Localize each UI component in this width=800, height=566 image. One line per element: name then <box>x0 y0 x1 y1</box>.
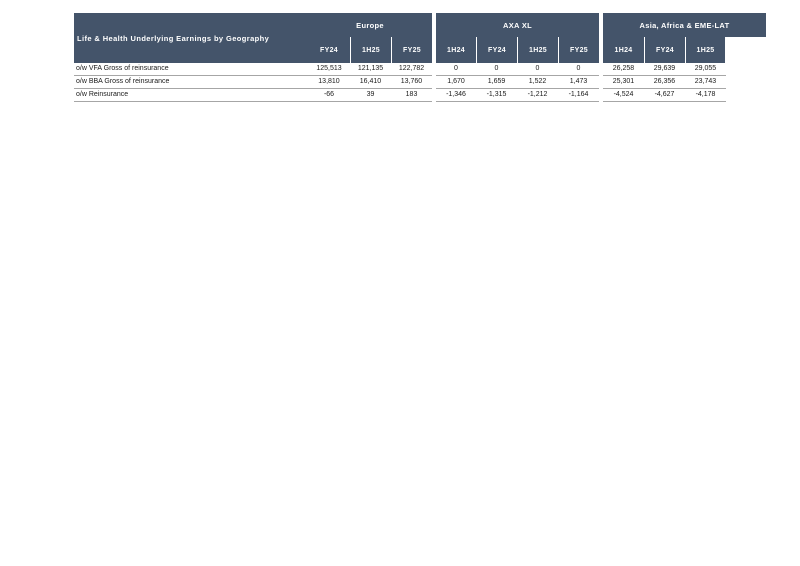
col-header-asia-1h25: 1H25 <box>685 37 726 63</box>
table-cell: 1,670 <box>447 78 465 85</box>
table-cell: 125,513 <box>316 65 342 72</box>
table-cell: -4,524 <box>613 91 634 98</box>
table-cell: 23,743 <box>694 78 717 85</box>
table-cell: 13,810 <box>318 78 340 85</box>
row-divider <box>603 101 726 102</box>
table-cell: 25,301 <box>612 78 635 85</box>
table-cell: -1,346 <box>446 91 466 98</box>
col-header-europe-1h25: 1H25 <box>350 37 391 63</box>
table-cell: -4,178 <box>695 91 716 98</box>
col-header-axaxl-1h24: 1H24 <box>436 37 476 63</box>
table-cell: 1,473 <box>569 78 588 85</box>
table-cell: 1,522 <box>528 78 547 85</box>
col-header-axaxl-fy25: FY25 <box>558 37 599 63</box>
table-cell: 121,135 <box>357 65 384 72</box>
group-header-europe: Europe <box>308 13 432 37</box>
col-header-axaxl-1h25: 1H25 <box>517 37 558 63</box>
table-cell: -66 <box>323 91 335 98</box>
table-cell: 26,356 <box>653 78 676 85</box>
table-cell: 13,760 <box>400 78 423 85</box>
row-label: o/w BBA Gross of reinsurance <box>76 78 170 85</box>
table-cell: -1,164 <box>568 91 589 98</box>
col-header-asia-fy24: FY24 <box>644 37 685 63</box>
table-cell: 122,782 <box>398 65 425 72</box>
table-cell: 0 <box>535 65 540 72</box>
table-cell: 0 <box>576 65 581 72</box>
table-cell: 29,639 <box>653 65 676 72</box>
table-cell: 29,055 <box>694 65 717 72</box>
table-cell: 39 <box>366 91 375 98</box>
table-title: Life & Health Underlying Earnings by Geography <box>74 13 308 63</box>
row-divider <box>74 101 432 102</box>
group-header-asia-africa: Asia, Africa & EME-LAT <box>603 13 766 37</box>
table-cell: -1,212 <box>527 91 548 98</box>
table-cell: 0 <box>494 65 499 72</box>
table-cell: 183 <box>405 91 418 98</box>
table-cell: 1,659 <box>487 78 506 85</box>
row-label: o/w VFA Gross of reinsurance <box>76 65 169 72</box>
group-header-axa-xl: AXA XL <box>436 13 599 37</box>
table-cell: 0 <box>454 65 458 72</box>
table-cell: 26,258 <box>612 65 635 72</box>
col-header-asia-1h24: 1H24 <box>603 37 644 63</box>
row-divider <box>436 101 599 102</box>
row-label: o/w Reinsurance <box>76 91 129 98</box>
table-cell: -4,627 <box>654 91 675 98</box>
col-header-axaxl-fy24: FY24 <box>476 37 517 63</box>
col-header-europe-fy25: FY25 <box>391 37 432 63</box>
table-cell: 16,410 <box>359 78 382 85</box>
col-header-europe-fy24: FY24 <box>308 37 350 63</box>
table-cell: -1,315 <box>486 91 507 98</box>
